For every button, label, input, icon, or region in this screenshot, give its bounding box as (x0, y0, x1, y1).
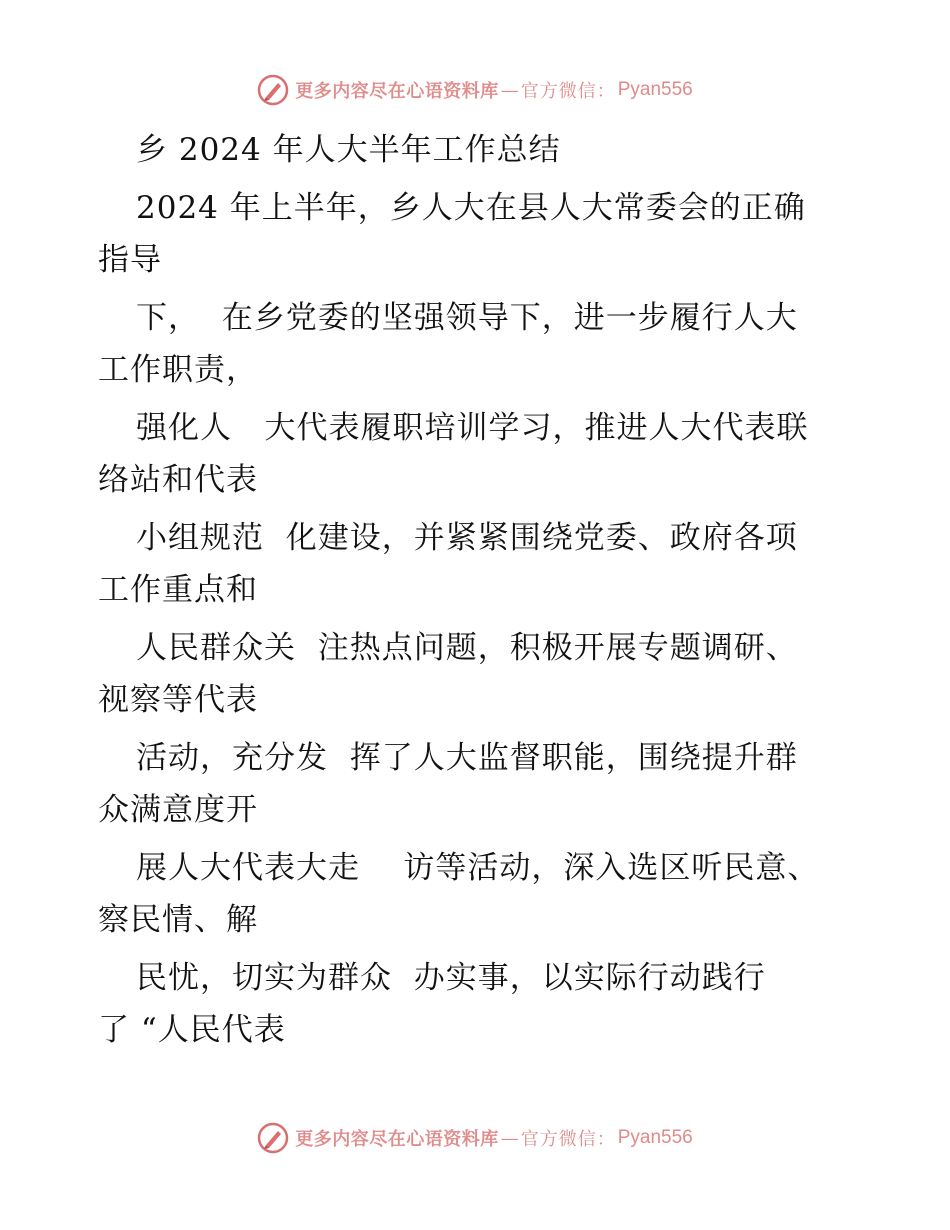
text-line: 人民群众关 注热点问题，积极开展专题调研、 (136, 630, 798, 666)
footer-watermark (0, 1118, 950, 1158)
text-line: 工作职责， (98, 352, 258, 388)
text-line: 众满意度开 (98, 792, 258, 828)
pen-logo-icon (257, 74, 289, 106)
text-line: 小组规范 化建设，并紧紧围绕党委、政府各项 (136, 520, 798, 556)
text-line: 活动，充分发 挥了人大监督职能，围绕提升群 (136, 740, 798, 776)
text-line: 视察等代表 (98, 682, 258, 718)
document-body (98, 124, 868, 1056)
text-line: 展人大代表大走 访等活动，深入选区听民意、 (136, 850, 820, 886)
text-line: 察民情、解 (98, 902, 258, 938)
promo-text: 更多内容尽在心语资料库 (295, 1129, 499, 1150)
text-line: 络站和代表 (98, 462, 258, 498)
text-line: 了 “人民代表 (98, 1012, 286, 1048)
wechat-label: 官方微信： (520, 81, 616, 102)
wechat-id: Pyan556 (617, 79, 693, 100)
separator: — (500, 1127, 519, 1149)
text-line: 强化人 大代表履职培训学习，推进人大代表联 (136, 410, 809, 446)
pen-logo-icon (257, 1122, 289, 1154)
promo-text: 更多内容尽在心语资料库 (295, 81, 499, 102)
text-line: 下， 在乡党委的坚强领导下，进一步履行人大 (136, 300, 798, 336)
text-line: 指导 (98, 242, 162, 278)
text-line: 工作重点和 (98, 572, 258, 608)
text-line: 2024 年上半年，乡人大在县人大常委会的正确 (136, 190, 806, 226)
wechat-id: Pyan556 (617, 1127, 693, 1148)
header-watermark (0, 70, 950, 110)
separator: — (500, 79, 519, 101)
document-title: 乡 2024 年人大半年工作总结 (136, 132, 561, 168)
wechat-label: 官方微信： (520, 1129, 616, 1150)
text-line: 民忧，切实为群众 办实事，以实际行动践行 (136, 960, 766, 996)
